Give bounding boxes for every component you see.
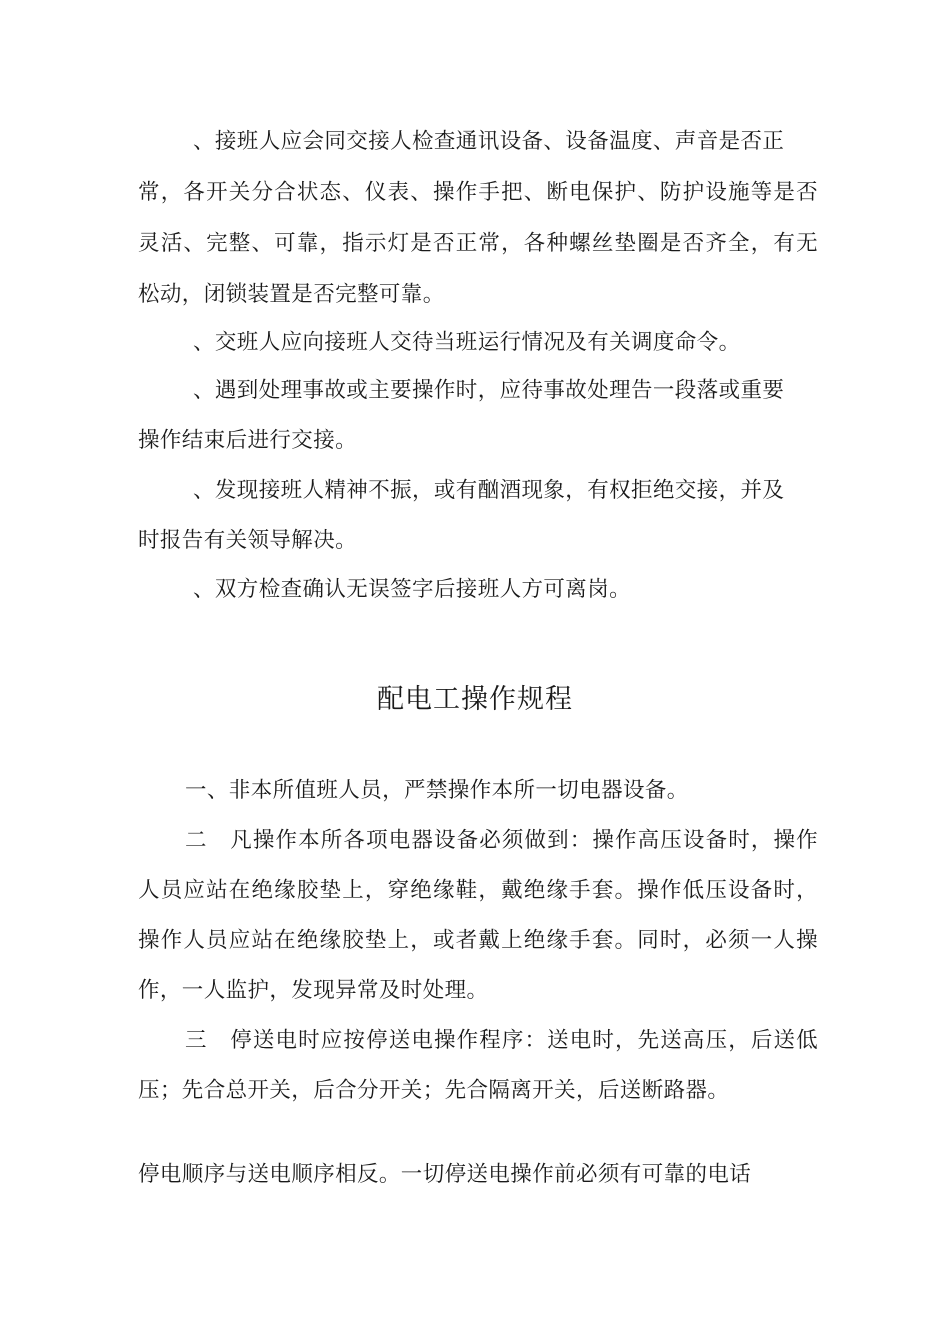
paragraph-line: 灵活、完整、可靠，指示灯是否正常，各种螺丝垫圈是否齐全，有无	[138, 231, 818, 256]
paragraph-line: 、遇到处理事故或主要操作时，应待事故处理告一段落或重要	[193, 378, 785, 403]
paragraph-line: 、双方检查确认无误签字后接班人方可离岗。	[193, 577, 632, 602]
paragraph-line: 常，各开关分合状态、仪表、操作手把、断电保护、防护设施等是否	[138, 180, 818, 205]
paragraph-line: 、发现接班人精神不振，或有酗酒现象，有权拒绝交接，并及	[193, 478, 785, 503]
paragraph-line: 人员应站在绝缘胶垫上，穿绝缘鞋，戴绝缘手套。操作低压设备时，	[138, 878, 818, 903]
paragraph-line: 操作人员应站在绝缘胶垫上，或者戴上绝缘手套。同时，必须一人操	[138, 928, 818, 953]
paragraph-line: 、交班人应向接班人交待当班运行情况及有关调度命令。	[193, 330, 741, 355]
section-title: 配电工操作规程	[377, 684, 573, 715]
paragraph-line: 压；先合总开关，后合分开关；先合隔离开关，后送断路器。	[138, 1078, 730, 1103]
paragraph-line: 三 停送电时应按停送电操作程序：送电时，先送高压，后送低	[185, 1028, 818, 1053]
paragraph-line: 、接班人应会同交接人检查通讯设备、设备温度、声音是否正	[193, 129, 785, 154]
paragraph-line: 作，一人监护，发现异常及时处理。	[138, 978, 489, 1003]
paragraph-line: 时报告有关领导解决。	[138, 528, 358, 553]
paragraph-line: 操作结束后进行交接。	[138, 428, 358, 453]
paragraph-line: 停电顺序与送电顺序相反。一切停送电操作前必须有可靠的电话	[138, 1162, 752, 1187]
paragraph-line: 二 凡操作本所各项电器设备必须做到：操作高压设备时，操作	[185, 828, 818, 853]
paragraph-line: 一、非本所值班人员，严禁操作本所一切电器设备。	[185, 778, 689, 803]
paragraph-line: 松动，闭锁装置是否完整可靠。	[138, 282, 445, 307]
